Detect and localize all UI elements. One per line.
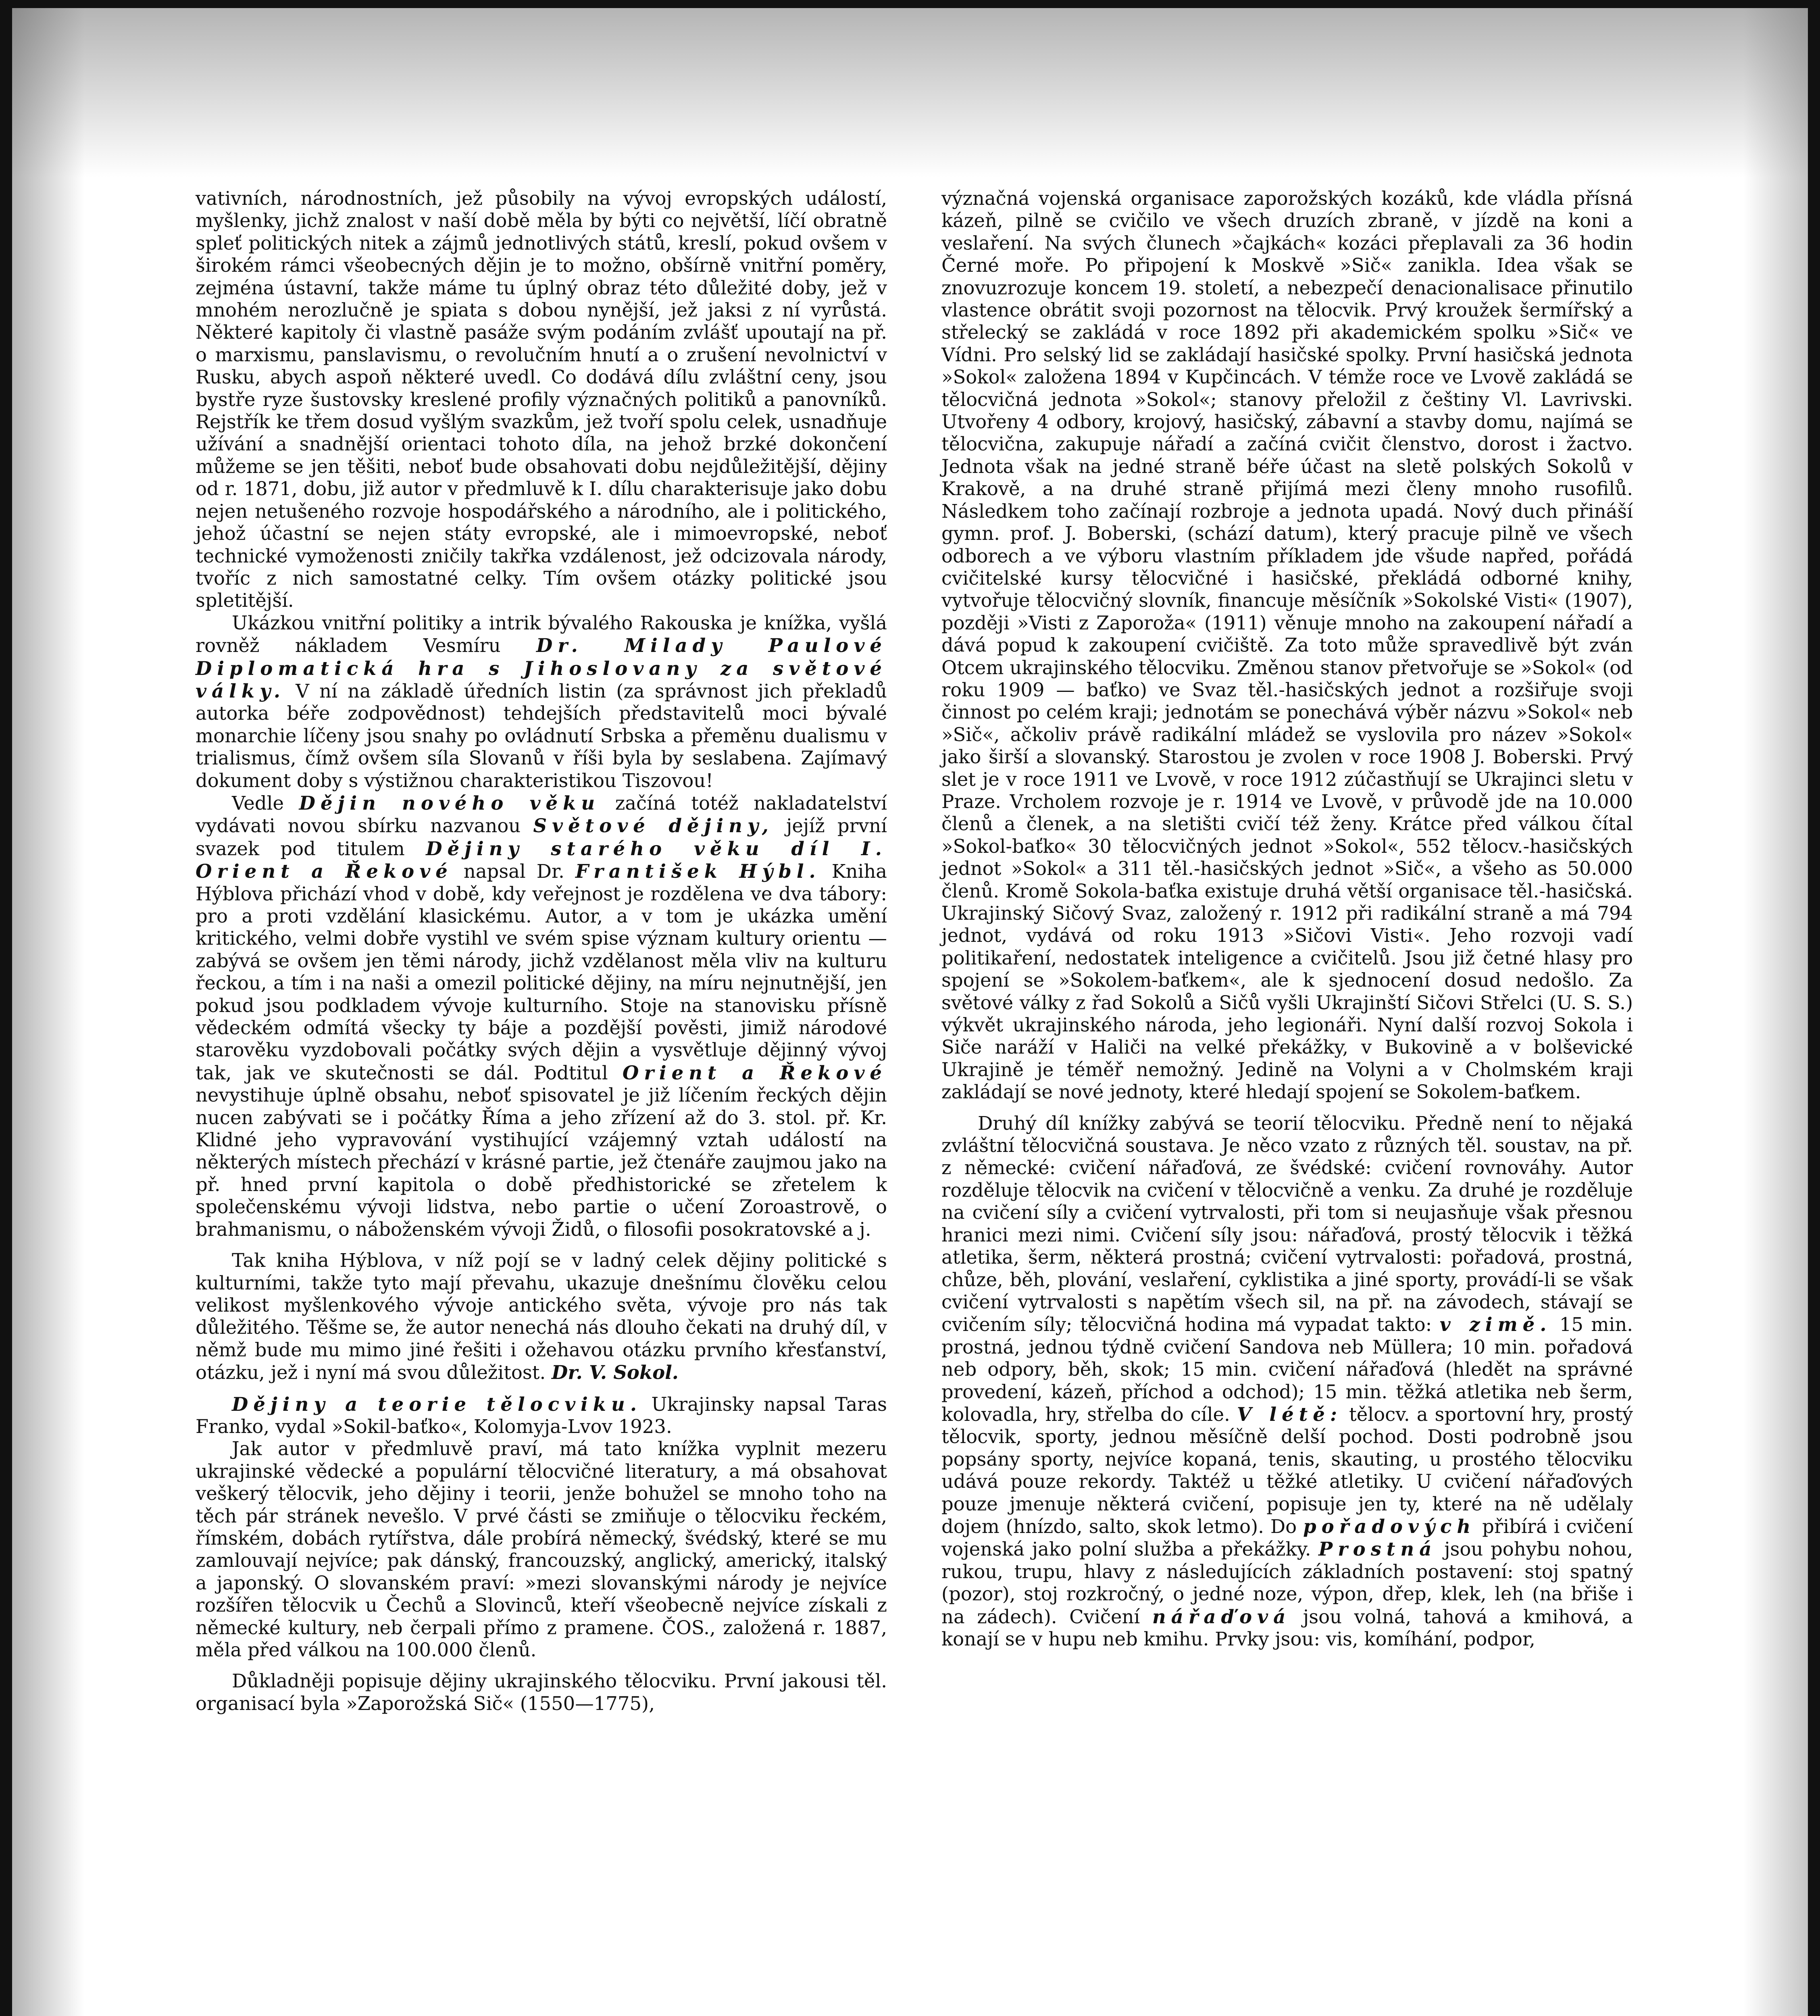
left-p5-text-b: Ukrajinsky napsal Taras Franko, vydal »Sokil-baťko«, Kolomyja-Lvov 1923. <box>196 1393 887 1437</box>
right-p2-text-g: přibírá i cvičení vojenská jako polní služba a překážky. <box>941 1515 1633 1560</box>
term-poradovych: pořadových <box>1303 1515 1476 1537</box>
left-p3-text-c: začíná totéž nakladatelství vydávati novou sbírku nazvanou <box>196 792 887 837</box>
left-p2-text-a: Ukázkou vnitřní politiky a intrik bývalého Rakouska je knížka, vyšlá rovněž nákladem Vesmíru <box>196 612 887 657</box>
left-p3-text-k: nevystihuje úplně obsahu, neboť spisovatel je již líčením řeckých dějin nucen zabývati se i počátky Říma a jeho zřízení až do 3. stol. př. Kr. Klidné jeho vypravování vystihující vzájemný vztah událostí na některých místech přechází v krásné partie, jež čtenáře zaujmou jako na př. hned první kapitola o době předhistorické se zřetelem k společenskému vývoji lidstva, nebo partie o učení Zoroastrově, o brahmanismu, o náboženském vývoji Židů, o filosofii posokratovské a j. <box>196 1084 887 1240</box>
right-p2-text-i: jsou pohybu nohou, rukou, trupu, hlavy z následujících základních postavení: stoj spatný (pozor), stoj rozkročný, o jedné noze, výpon, dřep, klek, leh (na břiše i na zádech). Cvičení <box>941 1538 1633 1628</box>
right-paragraph-2 <box>941 1112 1633 1651</box>
left-paragraph-7: Důkladněji popisuje dějiny ukrajinského tělocviku. První jakousi těl. organisací byla »Zaporožská Sič« (1550—1775), <box>196 1670 887 1714</box>
left-p3-text-g: napsal Dr. <box>452 860 575 883</box>
right-p2-text-a: Druhý díl knížky zabývá se teorií tělocviku. Předně není to nějaká zvláštní tělocvičná soustava. Je něco vzato z různých těl. soustav, na př. z německé: cvičení nářaďová, ze švédské: cvičení rovnováhy. Autor rozděluje tělocvik na cvičení v tělocvičně a venku. Za druhé je rozděluje na cvičení síly a cvičení vytrvalosti, při tom si neujasňuje však přesnou hranici mezi nimi. Cvičení síly jsou: nářaďová, prostý tělocvik i těžká atletika, šerm, některá prostná; cvičení vytrvalosti: pořadová, prostná, chůze, běh, plování, veslaření, cyklistika a jiné sporty, provádí-li se však cvičení vytrvalosti s napětím všech sil, na př. na závodech, stávají se cvičením síly; tělocvičná hodina má vypadat takto: <box>941 1112 1633 1336</box>
left-paragraph-1: vativních, národnostních, jež působily na vývoj evropských událostí, myšlenky, jichž znalost v naší době měla by býti co největší, líčí obratně spleť politických nitek a zájmů jednotlivých států, kreslí, pokud ovšem v širokém rámci všeobecných dějin je to možno, obšírně vnitřní poměry, zejména ústavní, takže máme tu úplný obraz této důležité doby, jež v mnohém nerozlučně je spiata s dobou nynější, jež jaksi z ní vyrůstá. Některé kapitoly či vlastně pasáže svým podáním zvlášť upoutají na př. o marxismu, panslavismu, o revolučním hnutí a o zrušení nevolnictví v Rusku, abych aspoň některé uvedl. Co dodává dílu zvláštní ceny, jsou bystře ryze šustovsky kreslené profily význačných politiků a panovníků. Rejstřík ke třem dosud vyšlým svazkům, jež tvoří spolu celek, usnadňuje užívání a snadnější orientaci tohoto díla, na jehož brzké dokončení můžeme se jen těšiti, neboť bude obsahovati dobu nejdůležitější, dějiny od r. 1871, dobu, již autor v předmluvě k I. dílu charakterisuje jako dobu nejen netušeného rozvoje hospodářského a národního, ale i politického, jehož účastní se nejen státy evropské, ale i mimoevropské, neboť technické vymoženosti zničily takřka vzdálenost, jež odcizovala národy, tvoříc z nich samostatné celky. Tím ovšem otázky politické jsou spletitější. <box>196 187 887 612</box>
left-paragraph-4 <box>196 1250 887 1384</box>
left-p3-text-i: Kniha Hýblova přichází vhod v době, kdy veřejnost je rozdělena ve dva tábory: pro a proti vzdělání klasickému. Autor, a v tom je ukázka umění kritického, velmi dobře vystihl ve svém spise význam kultury orientu — zabývá se ovšem jen těmi národy, jichž vzdělanost měla vliv na kulturu řeckou, a tím i na naši a omezil politické dějiny, na míru nejnutnější, jen pokud jsou podkladem vývoje kulturního. Stoje na stanovisku přísně vědeckém odmítá všecky ty báje a pozdější pověsti, jimiž národové starověku vyzdobovali počátky svých dějin a vysvětluje dějinný vývoj tak, jak ve skutečnosti se dál. Podtitul <box>196 860 887 1084</box>
left-paragraph-3 <box>196 792 887 1241</box>
right-p2-text-k: jsou volná, tahová a kmihová, a konají se v hupu neb kmihu. Prvky jsou: vis, komíhání, podpor, <box>941 1606 1633 1650</box>
right-column <box>941 187 1633 1650</box>
scan-shadow-top <box>12 8 1808 177</box>
book-title-dejiny-a-teorie-telocviku: Dějiny a teorie tělocviku. <box>232 1393 642 1415</box>
right-p2-text-c: 15 min. prostná, jednou týdně cvičení Sandova neb Müllera; 10 min. pořadová neb odpory, běh, skok; 15 min. cvičení nářaďová (hledět na správné provedení, kázeň, příchod a odchod); 15 min. těžká atletika neb šerm, kolovadla, hry, střelba do cíle. <box>941 1314 1633 1425</box>
left-paragraph-2 <box>196 612 887 792</box>
scan-shadow-left <box>12 8 85 2016</box>
scan-shadow-right <box>1743 8 1808 2016</box>
right-paragraph-1: význačná vojenská organisace zaporožských kozáků, kde vládla přísná kázeň, pilně se cvičilo ve všech druzích zbraně, v jízdě na koni a veslaření. Na svých člunech »čajkách« kozáci přeplavali za 36 hodin Černé moře. Po připojení k Moskvě »Sič« zanikla. Idea však se znovuzrozuje koncem 19. století, a nebezpečí denacionalisace přinutilo vlastence obrátit svoji pozornost na tělocvik. Prvý kroužek šermířský a střelecký se zakládá v roce 1892 při akademickém spolku »Sič« ve Vídni. Pro selský lid se zakládají hasičské spolky. První hasičská jednota »Sokol« založena 1894 v Kupčincách. V témže roce ve Lvově zakládá se tělocvičná jednota »Sokol«; stanovy přeložil z češtiny Vl. Lavrivski. Utvořeny 4 odbory, krojový, hasičský, zábavní a stavby domu, najímá se tělocvična, zakupuje nářadí a začíná cvičit členstvo, dorost i žactvo. Jednota však na jedné straně béře účast na sletě polských Sokolů v Krakově, a na druhé straně přijímá mezi členy mnoho rusofilů. Následkem toho začínají rozbroje a jednota upadá. Nový duch přináší gymn. prof. J. Boberski, (schází datum), který pracuje pilně ve všech odborech a ve výboru vlastním příkladem jde všude napřed, pořádá cvičitelské kursy tělocvičné i hasičské, překládá odborné knihy, vytvořuje tělocvičný slovník, financuje měsíčník »Sokolské Visti« (1907), později »Visti z Zaporoža« (1911) věnuje mnoho na zakoupení nářadí a dává popud k zakoupení cvičiště. Za toto může spravedlivě být zván Otcem ukrajinského tělocviku. Změnou stanov přetvořuje se »Sokol« (od roku 1909 — baťko) ve Svaz těl.-hasičských jednot a rozšiřuje svoji činnost po celém kraji; jednotám se ponechává výběr názvu »Sokol« neb »Sič«, ačkoliv právě radikální mládež se vyslovila pro název »Sokol« jako širší a slovanský. Starostou je zvolen v roce 1908 J. Boberski. Prvý slet je v roce 1911 ve Lvově, v roce 1912 zúčastňují se Ukrajinci sletu v Praze. Vrcholem rozvoje je r. 1914 ve Lvově, v průvodě jde na 10.000 členů a členek, a na sletišti cvičí též ženy. Krátce před válkou čítal »Sokol-baťko« 30 tělocvičných jednot »Sokol«, 552 tělocv.-hasičských jednot »Sokol« a 311 těl.-hasičských jednot »Sič«, a všeho as 50.000 členů. Kromě Sokola-baťka existuje druhá větší organisace těl.-hasičská. Ukrajinský Sičový Svaz, založený r. 1912 při radikální straně a má 794 jednot, vydává od roku 1913 »Sičovi Visti«. Jeho rozvoji vadí politikaření, nedostatek inteligence a cvičitelů. Jsou již četné hlasy pro spojení se »Sokolem-baťkem«, ale k sjednocení dosud nedošlo. Za světové války z řad Sokolů a Sičů vyšli Ukrajinští Sičovi Střelci (U. S. S.) výkvět ukrajinského národa, jeho legionáři. Nyní další rozvoj Sokola i Siče naráží v Haliči na velké překážky, v Bukovině a v bolševické Ukrajině je téměř nemožný. Jedině na Volyni a v Cholmském kraji zakládají se nové jednoty, které hledají spojení se Sokolem-baťkem. <box>941 187 1633 1103</box>
left-p3-text-a: Vedle <box>232 792 299 814</box>
book-title-diplomaticka-hra: Dr. Milady Paulové Diplomatická hra s Jihoslovany za světové války. <box>196 634 887 702</box>
author-frantisek-hybl: František Hýbl. <box>575 860 821 883</box>
term-v-zime: v zimě. <box>1439 1313 1552 1336</box>
left-p2-text-c: V ní na základě úředních listin (za správnost jich překladů autorka béře zodpovědnost) tehdejších představitelů moci bývalé monarchie líčeny jsou snahy po ovládnutí Srbska a přeměnu dualismu v trialismus, čímž ovšem síla Slovanů v říši byla by seslabena. Zajímavý dokument doby s výstižnou charakteristikou Tiszovou! <box>196 680 887 791</box>
left-p3-text-e: jejíž první svazek pod titulem <box>196 815 887 860</box>
title-dejiny-stareho-veku: Dějiny starého věku díl I. Orient a Řekové <box>196 837 887 883</box>
title-dejiny-noveho-veku: Dějin nového věku <box>299 791 600 814</box>
review-signature: Dr. V. Sokol. <box>552 1361 679 1384</box>
subtitle-orient-a-rekove: Orient a Řekové <box>622 1061 887 1084</box>
term-v-lete: V létě: <box>1237 1403 1343 1425</box>
left-paragraph-6: Jak autor v předmluvě praví, má tato knížka vyplnit mezeru ukrajinské vědecké a populární tělocvičné literatury, a má obsahovat veškerý tělocvik, jeho dějiny i teorii, jenže bohužel se mnoho toho na těch pár stránek nevešlo. V prvé části se zmiňuje o tělocviku řeckém, římském, dobách rytířstva, dále probírá německý, švédský, které se mu zamlouvají nejvíce; pak dánský, francouzský, anglický, americký, italský a japonský. O slovanském praví: »mezi slovanskými národy je nejvíce rozšířen tělocvik u Čechů a Slovinců, kteří všeobecně nejvíce získali z německé kultury, neb čerpali přímo z pramene. ČOS., založená r. 1887, měla před válkou na 100.000 členů. <box>196 1438 887 1661</box>
term-naradova: nářaďová <box>1152 1605 1291 1628</box>
title-svetove-dejiny: Světové dějiny, <box>533 814 774 837</box>
right-p2-text-e: tělocv. a sportovní hry, prostý tělocvik, sporty, jednou měsíčně delší pochod. Dosti podrobně jsou popsány sporty, nejvíce kopaná, tenis, skauting, u prostého tělocviku udává pouze rekordy. Taktéž u těžké atletiky. U cvičení nářaďových pouze jmenuje některá cvičení, popisuje jen ty, které na ně udělaly dojem (hnízdo, salto, skok letmo). Do <box>941 1403 1633 1537</box>
term-prostna: Prostná <box>1318 1538 1437 1560</box>
left-column <box>196 187 887 1715</box>
left-p4-text: Tak kniha Hýblova, v níž pojí se v ladný celek dějiny politické s kulturními, takže tyto mají převahu, ukazuje dnešnímu člověku celou velikost myšlenkového vývoje antického světa, vývoje pro nás tak důležitého. Těšme se, že autor nenechá nás dlouho čekati na druhý díl, v němž bude mu mimo jiné řešiti i ožehavou otázku prvního křesťanství, otázku, jež i nyní má svou důležitost. <box>196 1250 887 1384</box>
scanned-page <box>12 8 1808 2016</box>
left-paragraph-5 <box>196 1393 887 1438</box>
